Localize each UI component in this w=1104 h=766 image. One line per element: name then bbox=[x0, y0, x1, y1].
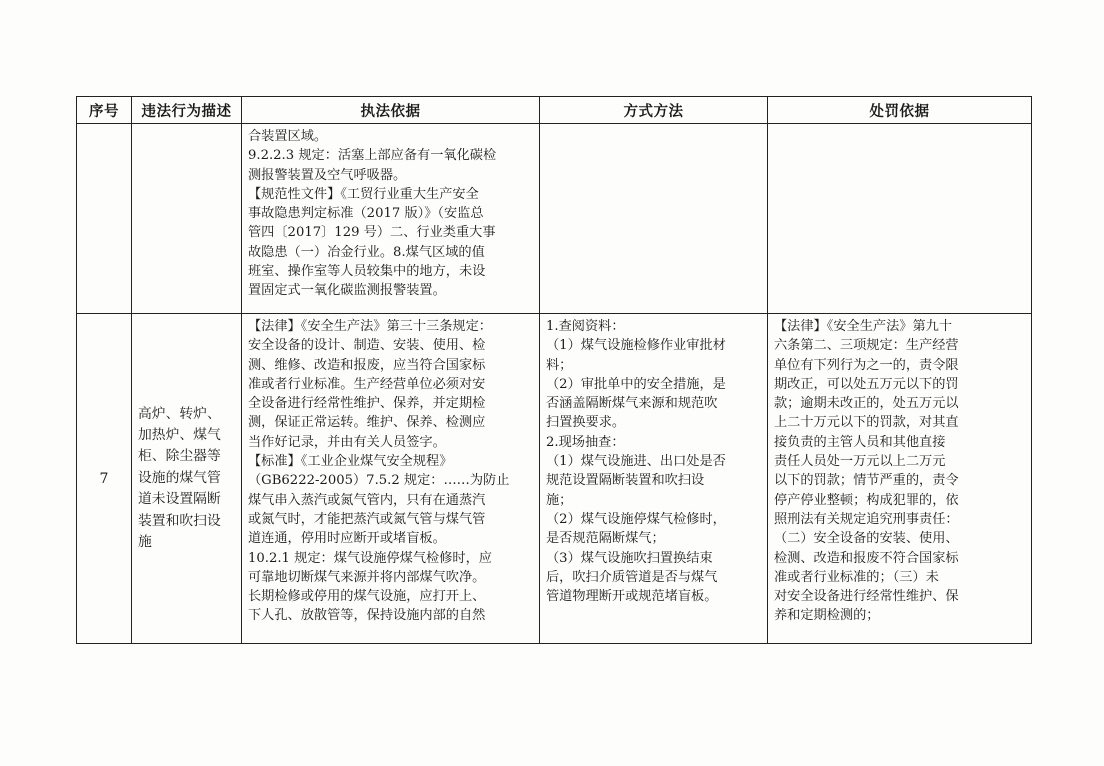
text-line: 柜、除尘器等 bbox=[138, 448, 221, 465]
text-line: 接负责的主管人员和其他直接 bbox=[774, 434, 946, 450]
table-row-continuation bbox=[77, 124, 1032, 314]
text-line: 上二十万元以下的罚款，对其直 bbox=[774, 415, 959, 431]
text-line: 对安全设备进行经常性维护、保 bbox=[774, 589, 959, 605]
continuation-penalty-cell bbox=[768, 124, 1032, 314]
header-row bbox=[77, 97, 1032, 124]
text-line: （1）煤气设施进、出口处是否 bbox=[546, 454, 726, 470]
text-line: 以下的罚款；情节严重的，责令 bbox=[774, 473, 959, 489]
continuation-seq-cell bbox=[77, 124, 132, 314]
text-line: 道连通，停用时应断开或堵盲板。 bbox=[248, 531, 446, 547]
row7-penalty-cell bbox=[768, 314, 1032, 644]
continuation-method-cell bbox=[540, 124, 768, 314]
text-line: 是否规范隔断煤气； bbox=[546, 531, 665, 547]
header-seq: 序号 bbox=[77, 97, 132, 124]
line-list bbox=[768, 314, 1031, 628]
line-list bbox=[132, 404, 241, 554]
text-line: 或氮气时，才能把蒸汽或氮气管与煤气管 bbox=[248, 511, 486, 527]
text-line: 全设备进行经常性维护、保养，并定期检 bbox=[248, 396, 486, 412]
text-line: 合装置区域。 bbox=[248, 129, 328, 144]
row7-seq: 7 bbox=[99, 470, 109, 487]
text-line: 加热炉、煤气 bbox=[138, 426, 221, 443]
text-line: 煤气串入蒸汽或氮气管内，只有在通蒸汽 bbox=[248, 492, 486, 508]
text-line: （二）安全设备的安装、使用、 bbox=[774, 531, 959, 547]
text-line: 高炉、转炉、 bbox=[138, 405, 221, 422]
line-list bbox=[540, 314, 767, 608]
text-line: 【标准】《工业企业煤气安全规程》 bbox=[248, 454, 453, 470]
text-line: 料； bbox=[546, 357, 573, 373]
text-line: 测、维修、改造和报废，应当符合国家标 bbox=[248, 357, 486, 373]
header-method: 方式方法 bbox=[540, 97, 768, 124]
text-line: 停产停业整顿；构成犯罪的，依 bbox=[774, 492, 959, 508]
row7-seq-cell bbox=[77, 314, 132, 644]
line-list bbox=[242, 124, 539, 303]
text-line: 道未设置隔断 bbox=[138, 491, 221, 508]
text-line: 照刑法有关规定追究刑事责任： bbox=[774, 511, 959, 527]
text-line: 责任人员处一万元以上二万元 bbox=[774, 454, 946, 470]
text-line: 管道物理断开或规范堵盲板。 bbox=[546, 589, 718, 605]
text-line: 【法律】《安全生产法》第三十三条规定： bbox=[248, 319, 492, 334]
text-line: 10.2.1 规定：煤气设施停煤气检修时，应 bbox=[248, 550, 492, 566]
text-line: 否涵盖隔断煤气来源和规范吹 bbox=[546, 396, 718, 412]
text-line: 款；逾期未改正的，处五万元以 bbox=[774, 396, 959, 412]
text-line: 班室、操作室等人员较集中的地方，未设 bbox=[248, 264, 486, 280]
header-basis: 执法依据 bbox=[242, 97, 540, 124]
text-line: 可靠地切断煤气来源并将内部煤气吹净。 bbox=[248, 569, 486, 585]
text-line: （3）煤气设施吹扫置换结束 bbox=[546, 550, 713, 566]
regulation-table bbox=[76, 96, 1032, 644]
text-line: 【规范性文件】《工贸行业重大生产安全 bbox=[248, 186, 479, 202]
line-list bbox=[242, 314, 539, 628]
continuation-basis-cell bbox=[242, 124, 540, 314]
text-line: 施 bbox=[138, 534, 152, 551]
text-line: 扫置换要求。 bbox=[546, 415, 626, 431]
text-line: 管四〔2017〕129 号）二、行业类重大事 bbox=[248, 225, 496, 241]
text-line: 安全设备的设计、制造、安装、使用、检 bbox=[248, 338, 486, 354]
text-line: 测报警装置及空气呼吸器。 bbox=[248, 167, 407, 183]
text-line: 养和定期检测的； bbox=[774, 608, 880, 624]
header-description: 违法行为描述 bbox=[132, 97, 242, 124]
text-line: 单位有下列行为之一的，责令限 bbox=[774, 357, 959, 373]
text-line: 六条第二、三项规定：生产经营 bbox=[774, 338, 959, 354]
text-line: 期改正，可以处五万元以下的罚 bbox=[774, 376, 959, 392]
text-line: 后，吹扫介质管道是否与煤气 bbox=[546, 569, 718, 585]
table-row-7 bbox=[77, 314, 1032, 644]
text-line: 规范设置隔断装置和吹扫设 bbox=[546, 473, 705, 489]
text-line: 2.现场抽查： bbox=[546, 434, 625, 450]
text-line: （1）煤气设施检修作业审批材 bbox=[546, 338, 726, 354]
text-line: 准或者行业标准。生产经营单位必须对安 bbox=[248, 376, 486, 392]
row7-description-cell bbox=[132, 314, 242, 644]
row7-basis-cell bbox=[242, 314, 540, 644]
text-line: 事故隐患判定标准（2017 版）》（安监总 bbox=[248, 206, 484, 222]
text-line: （GB6222-2005）7.5.2 规定：……为防止 bbox=[248, 473, 510, 489]
text-line: 故隐患（一）冶金行业。8.煤气区域的值 bbox=[248, 244, 485, 260]
text-line: 9.2.2.3 规定：活塞上部应备有一氧化碳检 bbox=[248, 148, 497, 164]
text-line: 准或者行业标准的；（三）未 bbox=[774, 569, 939, 585]
text-line: （2）审批单中的安全措施，是 bbox=[546, 376, 726, 392]
text-line: 1.查阅资料： bbox=[546, 319, 625, 334]
text-line: 测，保证正常运转。维护、保养、检测应 bbox=[248, 415, 486, 431]
text-line: 【法律】《安全生产法》第九十 bbox=[774, 319, 953, 334]
text-line: 置固定式一氧化碳监测报警装置。 bbox=[248, 283, 446, 299]
text-line: 长期检修或停用的煤气设施，应打开上、 bbox=[248, 589, 486, 605]
text-line: 施； bbox=[546, 492, 573, 508]
text-line: 当作好记录，并由有关人员签字。 bbox=[248, 434, 446, 450]
text-line: 装置和吹扫设 bbox=[138, 512, 221, 529]
text-line: （2）煤气设施停煤气检修时， bbox=[546, 511, 726, 527]
continuation-description-cell bbox=[132, 124, 242, 314]
row7-method-cell bbox=[540, 314, 768, 644]
header-penalty: 处罚依据 bbox=[768, 97, 1032, 124]
text-line: 检测、改造和报废不符合国家标 bbox=[774, 550, 959, 566]
text-line: 下人孔、放散管等，保持设施内部的自然 bbox=[248, 608, 486, 624]
text-line: 设施的煤气管 bbox=[138, 469, 221, 486]
